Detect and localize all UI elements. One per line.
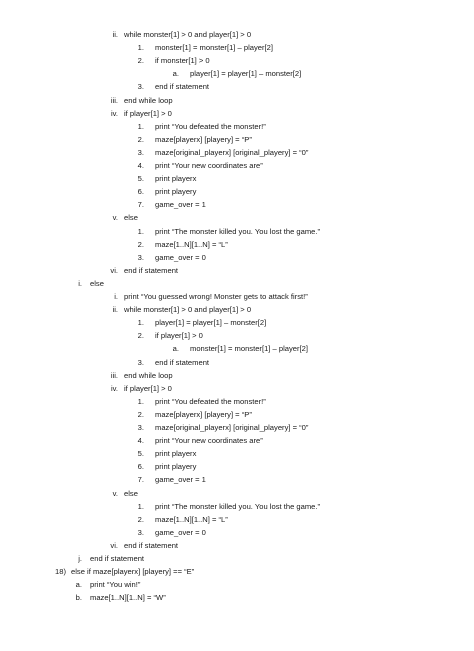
pseudocode-line (0, 187, 474, 197)
line-text: end while loop (124, 95, 173, 105)
pseudocode-line (0, 174, 474, 184)
line-text: maze[playerx] [playery] = “P” (155, 134, 252, 144)
line-marker: a. (75, 580, 82, 590)
pseudocode-line (0, 502, 474, 512)
line-text: print “You guessed wrong! Monster gets to attack first!” (124, 292, 308, 301)
line-text: else (124, 488, 138, 498)
line-marker: ii. (112, 30, 118, 39)
pseudocode-line (0, 528, 474, 538)
line-marker: a. (172, 69, 179, 79)
line-marker: 2. (137, 239, 144, 249)
pseudocode-line (0, 554, 474, 564)
line-text: maze[1..N][1..N] = “W” (90, 593, 166, 603)
line-text: maze[1..N][1..N] = “L” (155, 239, 228, 249)
pseudocode-line (0, 397, 474, 407)
line-marker: 1. (137, 43, 144, 53)
pseudocode-line (0, 69, 474, 79)
line-marker: vi. (110, 265, 118, 275)
pseudocode-line (0, 135, 474, 145)
line-marker: 1. (137, 501, 144, 511)
line-marker: 3. (137, 527, 144, 537)
line-marker: 5. (137, 449, 144, 459)
line-marker: iv. (110, 383, 118, 393)
line-text: end while loop (124, 370, 173, 380)
pseudocode-line (0, 371, 474, 381)
line-marker: 2. (137, 409, 144, 419)
line-text: game_over = 1 (155, 200, 206, 210)
pseudocode-line (0, 344, 474, 354)
pseudocode-line (0, 580, 474, 590)
pseudocode-line (0, 56, 474, 66)
line-text: else (124, 213, 138, 223)
line-marker: iii. (110, 370, 118, 380)
line-text: if player[1] > 0 (155, 331, 203, 341)
line-marker: ii. (112, 305, 118, 315)
line-text: end if statement (124, 265, 179, 275)
line-text: print “Your new coordinates are” (155, 161, 263, 170)
pseudocode-line (0, 384, 474, 394)
line-text: if monster[1] > 0 (155, 56, 210, 66)
line-marker: 7. (137, 200, 144, 210)
pseudocode-line (0, 541, 474, 551)
line-marker: 3. (137, 252, 144, 262)
pseudocode-line (0, 148, 474, 158)
pseudocode-line (0, 515, 474, 525)
line-text: monster[1] = monster[1] – player[2] (155, 43, 273, 53)
pseudocode-line (0, 358, 474, 368)
pseudocode-line (0, 593, 474, 603)
line-marker: 3. (137, 357, 144, 367)
line-text: print playery (155, 187, 197, 197)
line-marker: 2. (137, 134, 144, 144)
line-marker: 3. (137, 147, 144, 157)
line-text: maze[original_playerx] [original_playery] = “0” (155, 423, 309, 432)
line-marker: 4. (137, 436, 144, 446)
line-text: if player[1] > 0 (124, 108, 172, 118)
pseudocode-line (0, 161, 474, 171)
pseudocode-line (0, 423, 474, 433)
pseudocode-line (0, 331, 474, 341)
pseudocode-line (0, 43, 474, 53)
line-text: player[1] = player[1] – monster[2] (190, 69, 302, 79)
line-marker: 3. (137, 82, 144, 92)
line-text: print “You win!” (90, 580, 141, 590)
line-text: end if statement (155, 357, 210, 367)
line-marker: iv. (110, 108, 118, 118)
pseudocode-line (0, 475, 474, 485)
pseudocode-line (0, 318, 474, 328)
pseudocode-line (0, 410, 474, 420)
line-text: else (90, 278, 104, 288)
line-marker: 2. (137, 514, 144, 524)
pseudocode-line (0, 436, 474, 446)
line-text: end if statement (155, 82, 210, 92)
line-marker: 2. (137, 331, 144, 341)
line-marker: 1. (137, 396, 144, 406)
line-text: print playerx (155, 449, 197, 459)
line-marker: b. (75, 593, 82, 603)
line-marker: i. (114, 292, 118, 301)
line-text: print playerx (155, 174, 197, 184)
line-marker: j. (78, 554, 82, 563)
pseudocode-line (0, 567, 474, 577)
pseudocode-line (0, 253, 474, 263)
pseudocode-line (0, 266, 474, 276)
line-text: print “Your new coordinates are” (155, 436, 263, 446)
line-marker: 2. (137, 56, 144, 66)
pseudocode-line (0, 292, 474, 302)
line-marker: 1. (137, 121, 144, 131)
line-text: game_over = 0 (155, 252, 206, 262)
pseudocode-line (0, 240, 474, 250)
line-text: monster[1] = monster[1] – player[2] (190, 344, 308, 354)
line-text: print “You defeated the monster!” (155, 396, 266, 406)
line-marker: 1. (137, 226, 144, 236)
line-marker: vi. (110, 540, 118, 550)
pseudocode-line (0, 96, 474, 106)
line-marker: 6. (137, 187, 144, 197)
pseudocode-line (0, 213, 474, 223)
line-text: while monster[1] > 0 and player[1] > 0 (124, 305, 252, 315)
pseudocode-line (0, 305, 474, 315)
line-text: game_over = 0 (155, 527, 206, 537)
line-text: if player[1] > 0 (124, 383, 172, 393)
line-marker: iii. (110, 95, 118, 105)
pseudocode-line (0, 227, 474, 237)
line-text: game_over = 1 (155, 475, 206, 485)
line-marker: 1. (137, 318, 144, 328)
line-marker: i. (78, 278, 82, 288)
line-marker: 18) (55, 567, 66, 577)
pseudocode-line (0, 462, 474, 472)
line-marker: a. (172, 344, 179, 354)
pseudocode-line (0, 122, 474, 132)
line-marker: 3. (137, 423, 144, 432)
line-marker: 5. (137, 174, 144, 184)
line-marker: 4. (137, 161, 144, 170)
pseudocode-line (0, 30, 474, 40)
line-text: else if maze[playerx] [playery] == “E” (71, 567, 195, 577)
pseudocode-line (0, 109, 474, 119)
pseudocode-line (0, 82, 474, 92)
line-text: maze[1..N][1..N] = “L” (155, 514, 228, 524)
line-text: player[1] = player[1] – monster[2] (155, 318, 267, 328)
pseudocode-line (0, 279, 474, 289)
line-text: print “You defeated the monster!” (155, 121, 266, 131)
pseudocode-line (0, 200, 474, 210)
line-marker: v. (112, 213, 118, 223)
line-text: while monster[1] > 0 and player[1] > 0 (124, 30, 252, 39)
line-marker: 6. (137, 462, 144, 472)
line-text: print “The monster killed you. You lost the game.” (155, 226, 321, 236)
line-text: end if statement (124, 540, 179, 550)
line-text: maze[original_playerx] [original_playery] = “0” (155, 147, 309, 157)
line-marker: 7. (137, 475, 144, 485)
line-text: end if statement (90, 554, 145, 563)
line-text: maze[playerx] [playery] = “P” (155, 409, 252, 419)
pseudocode-line (0, 449, 474, 459)
line-text: print playery (155, 462, 197, 472)
line-text: print “The monster killed you. You lost the game.” (155, 501, 321, 511)
line-marker: v. (112, 488, 118, 498)
pseudocode-line (0, 489, 474, 499)
